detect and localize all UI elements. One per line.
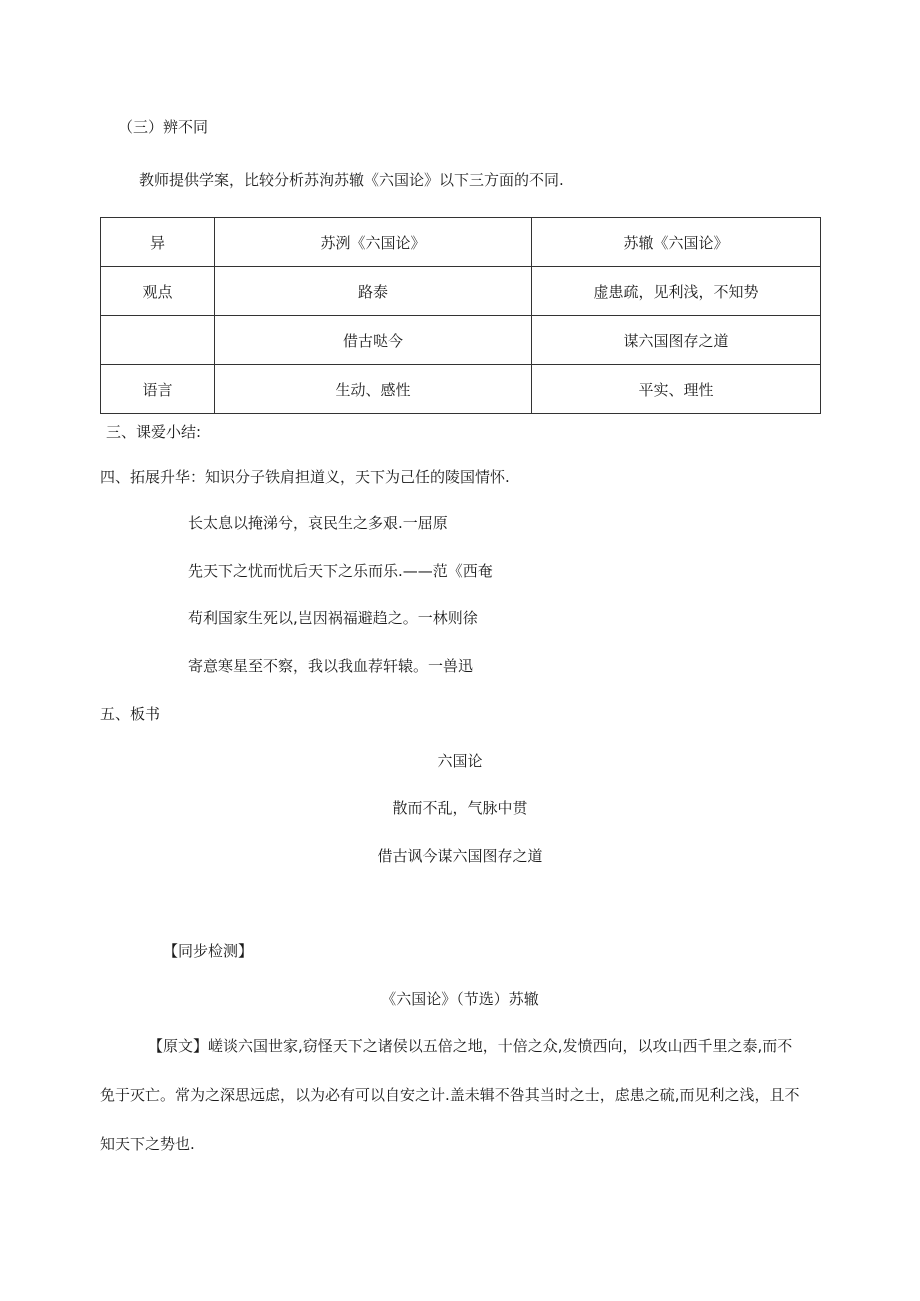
table-header-cell: 苏辙《六国论》 [532,218,821,267]
table-cell: 谋六国图存之道 [532,316,821,365]
quote-line: 长太息以掩涕兮，哀民生之多艰.一屈原 [188,514,448,532]
table-cell: 语言 [101,365,215,414]
table-header-cell: 苏洌《六国论》 [215,218,532,267]
table-cell: 生动、感性 [215,365,532,414]
intro-paragraph: 教师提供学案，比较分析苏洵苏辙《六国论》以下三方面的不同. [139,171,564,189]
part3-heading: 三、课爱小结: [106,423,202,441]
section-heading-bian-butong: （三）辨不同 [118,118,209,136]
excerpt-title: 《六国论》（节选）苏辙 [381,990,539,1008]
quote-line: 寄意寒星至不察，我以我血荐轩辕。一兽迅 [188,657,474,675]
table-cell: 借古哒今 [215,316,532,365]
table-cell [101,316,215,365]
sync-check-heading: 【同步检测】 [163,942,254,960]
board-title: 六国论 [437,752,483,770]
original-text-line: 知天下之势也. [100,1135,195,1153]
table-header-row [101,218,821,267]
table-cell: 观点 [101,267,215,316]
original-text-line: 【原文】嵯谈六国世家,窃怪天下之诸侯以五倍之地，十倍之众,发愤西向，以攻山西千里之泰,而不 [148,1037,793,1055]
table-header-cell: 异 [101,218,215,267]
table-cell: 虚患疏，见利浅，不知势 [532,267,821,316]
quote-line: 苟利国家生死以,岂因祸福避趋之。一林则徐 [188,609,478,627]
table-cell: 路泰 [215,267,532,316]
board-line: 散而不乱，气脉中贯 [392,799,528,817]
table-row [101,267,821,316]
table-row [101,365,821,414]
board-line: 借古讽今谋六国图存之道 [377,847,543,865]
part5-heading: 五、板书 [100,705,161,723]
original-text-line: 免于灭亡。常为之深思远虑，以为必有可以自安之计.盖未辑不咎其当时之士，虑患之硫,而见利之浅，且不 [100,1086,800,1104]
table-row [101,316,821,365]
part4-heading: 四、拓展升华：知识分子铁肩担道义，天下为己任的陵国情怀. [100,468,510,486]
comparison-table [100,217,821,414]
table-cell: 平实、理性 [532,365,821,414]
quote-line: 先天下之忧而忧后天下之乐而乐.——范《西奄 [188,562,493,580]
